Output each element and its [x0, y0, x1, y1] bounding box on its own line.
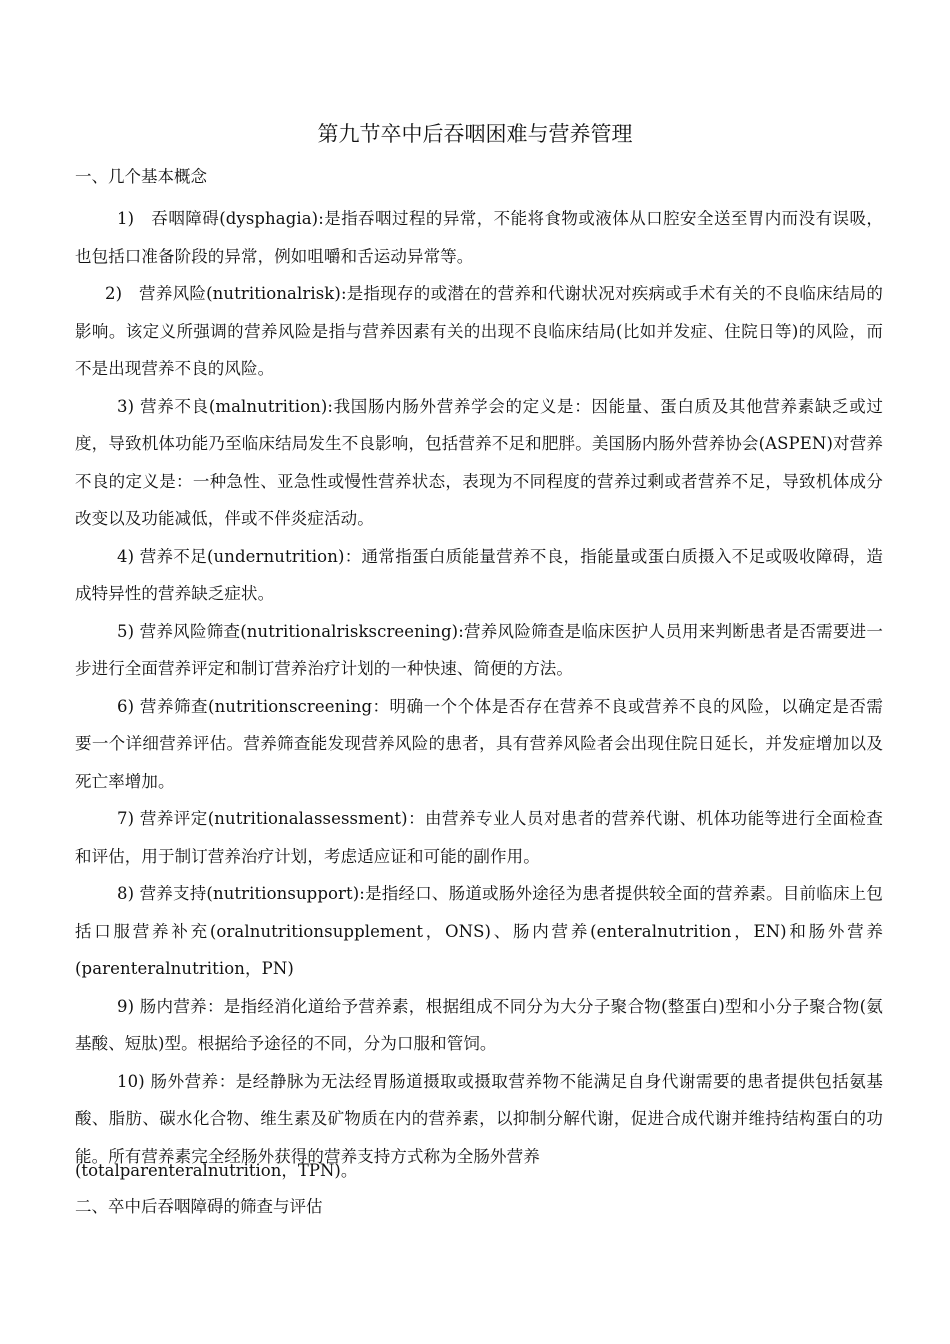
section-heading-2: 二、卒中后吞咽障碍的筛查与评估: [75, 1197, 323, 1216]
concept-item-5: 5) 营养风险筛查(nutritionalriskscreening):营养风险筛查是临床医护人员用来判断患者是否需要进一步进行全面营养评定和制订营养治疗计划的一种快速、简便的方法。: [75, 621, 883, 678]
concept-item-8: 8) 营养支持(nutritionsupport):是指经口、肠道或肠外途径为患者提供较全面的营养素。目前临床上包括口服营养补充(oralnutritionsupplement，ONS)、肠内营养(enteralnutrition，EN)和肠外营养(parenteralnutrition，PN): [75, 884, 883, 978]
concept-item-6: 6) 营养筛查(nutritionscreening：明确一个个体是否存在营养不良或营养不良的风险，以确定是否需要一个详细营养评估。营养筛查能发现营养风险的患者，具有营养风险者会出现住院日延长，并发症增加以及死亡率增加。: [75, 696, 883, 791]
concept-list: [75, 200, 883, 1175]
section-heading-1: 一、几个基本概念: [75, 167, 207, 186]
concept-item-9: 9) 肠内营养：是指经消化道给予营养素，根据组成不同分为大分子聚合物(整蛋白)型和小分子聚合物(氨基酸、短肽)型。根据给予途径的不同，分为口服和管饲。: [75, 996, 883, 1053]
page-title: 第九节卒中后吞咽困难与营养管理: [317, 122, 633, 146]
concept-item-4: 4) 营养不足(undernutrition)：通常指蛋白质能量营养不良，指能量或蛋白质摄入不足或吸收障碍，造成特异性的营养缺乏症状。: [75, 546, 883, 603]
concept-item-3: 3) 营养不良(malnutrition):我国肠内肠外营养学会的定义是：因能量、蛋白质及其他营养素缺乏或过度，导致机体功能乃至临床结局发生不良影响，包括营养不足和肥胖。美国肠内肠外营养协会(ASPEN)对营养不良的定义是：一种急性、亚急性或慢性营养状态，表现为不同程度的营养过剩或者营养不足，导致机体成分改变以及功能减低，伴或不伴炎症活动。: [75, 396, 883, 528]
concept-item-7: 7) 营养评定(nutritionalassessment)：由营养专业人员对患者的营养代谢、机体功能等进行全面检查和评估，用于制订营养治疗计划，考虑适应证和可能的副作用。: [75, 809, 883, 866]
concept-item-2: 2) 营养风险(nutritionalrisk):是指现存的或潜在的营养和代谢状况对疾病或手术有关的不良临床结局的影响。该定义所强调的营养风险是指与营养因素有关的出现不良临床结局(比如并发症、住院日等)的风险，而不是出现营养不良的风险。: [75, 284, 883, 378]
concept-item-10-tail: (totalparenteralnutrition，TPN)。: [75, 1161, 358, 1180]
concept-item-1: 1) 吞咽障碍(dysphagia):是指吞咽过程的异常，不能将食物或液体从口腔安全送至胃内而没有误吸，也包括口准备阶段的异常，例如咀嚼和舌运动异常等。: [75, 209, 883, 266]
concept-item-10: 10) 肠外营养：是经静脉为无法经胃肠道摄取或摄取营养物不能满足自身代谢需要的患者提供包括氨基酸、脂肪、碳水化合物、维生素及矿物质在内的营养素，以抑制分解代谢，促进合成代谢并维持结构蛋白的功能。所有营养素完全经肠外获得的营养支持方式称为全肠外营养: [75, 1071, 883, 1166]
